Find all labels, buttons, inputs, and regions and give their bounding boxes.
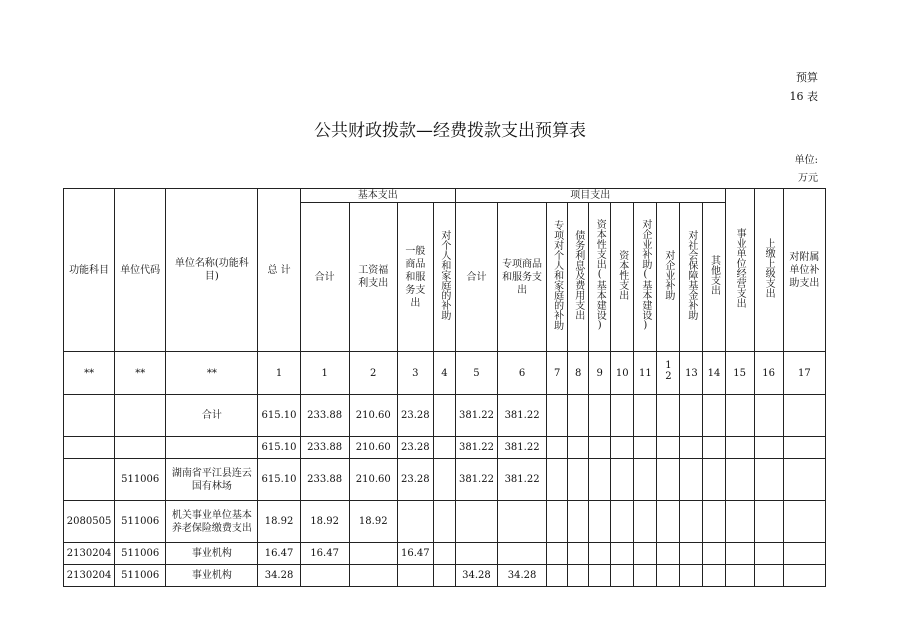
- table-cell: [611, 543, 634, 565]
- table-cell: [680, 501, 703, 543]
- table-cell: 16.47: [397, 543, 433, 565]
- table-cell: [433, 565, 455, 587]
- table-cell: [657, 395, 680, 437]
- table-cell: 2080505: [64, 501, 115, 543]
- index-cell: 10: [611, 352, 634, 395]
- table-cell: [657, 459, 680, 501]
- header-unit-code: 单位代码: [115, 189, 166, 352]
- header-subsidiary: 对附属单位补助支出: [783, 189, 825, 352]
- table-cell: 381.22: [455, 437, 497, 459]
- table-cell: [703, 437, 725, 459]
- table-cell: [115, 395, 166, 437]
- index-cell: 5: [455, 352, 497, 395]
- table-cell: 事业机构: [166, 543, 258, 565]
- table-cell: [589, 459, 611, 501]
- table-cell: [725, 501, 754, 543]
- table-cell: [589, 565, 611, 587]
- table-cell: 381.22: [498, 459, 547, 501]
- table-cell: [754, 501, 783, 543]
- page-title: 公共财政拨款—经费拨款支出预算表: [314, 121, 586, 141]
- table-cell: [589, 543, 611, 565]
- header-enterprise-build: 对企业补助(基本建设): [634, 203, 657, 352]
- table-cell: [680, 565, 703, 587]
- header-unit-name: 单位名称(功能科目): [166, 189, 258, 352]
- table-cell: [703, 459, 725, 501]
- table-cell: [611, 459, 634, 501]
- table-cell: [433, 459, 455, 501]
- table-cell: 机关事业单位基本养老保险缴费支出: [166, 501, 258, 543]
- table-cell: [349, 543, 397, 565]
- table-cell: 湖南省平江县连云国有林场: [166, 459, 258, 501]
- table-cell: [64, 437, 115, 459]
- index-cell: 11: [634, 352, 657, 395]
- table-cell: 16.47: [300, 543, 349, 565]
- table-cell: [634, 501, 657, 543]
- table-cell: 381.22: [455, 395, 497, 437]
- header-total: 总 计: [258, 189, 300, 352]
- header-group-basic: 基本支出: [300, 189, 455, 203]
- table-cell: [115, 437, 166, 459]
- corner-label: [790, 68, 819, 106]
- table-cell: [657, 501, 680, 543]
- table-cell: [300, 565, 349, 587]
- unit-label-text: 单位:: [794, 155, 818, 166]
- table-cell: [455, 501, 497, 543]
- table-cell: [397, 565, 433, 587]
- header-personal: 对个人和家庭的补助: [433, 203, 455, 352]
- table-cell: [547, 501, 568, 543]
- index-cell: 4: [433, 352, 455, 395]
- table-cell: [657, 565, 680, 587]
- header-wage: 工资福利支出: [349, 203, 397, 352]
- table-cell: [568, 501, 589, 543]
- table-cell: 210.60: [349, 437, 397, 459]
- table-cell: 18.92: [349, 501, 397, 543]
- table-cell: [64, 459, 115, 501]
- index-cell: 8: [568, 352, 589, 395]
- header-row-groups: [64, 189, 826, 203]
- table-cell: 16.47: [258, 543, 300, 565]
- table-cell: [657, 437, 680, 459]
- index-cell: 3: [397, 352, 433, 395]
- index-cell: 17: [783, 352, 825, 395]
- table-cell: [589, 395, 611, 437]
- table-cell: [498, 501, 547, 543]
- table-row: [64, 501, 826, 543]
- table-cell: [754, 543, 783, 565]
- table-cell: 615.10: [258, 395, 300, 437]
- table-cell: [783, 501, 825, 543]
- table-cell: 2130204: [64, 543, 115, 565]
- table-cell: [433, 543, 455, 565]
- table-cell: [725, 565, 754, 587]
- table-cell: [783, 565, 825, 587]
- index-cell: 2: [349, 352, 397, 395]
- table-cell: [547, 459, 568, 501]
- table-cell: [166, 437, 258, 459]
- table-cell: [725, 543, 754, 565]
- table-cell: [680, 437, 703, 459]
- unit-value-text: 万元: [798, 173, 818, 184]
- table-cell: [703, 501, 725, 543]
- table-cell: [455, 543, 497, 565]
- header-basic-total: 合计: [300, 203, 349, 352]
- table-cell: 615.10: [258, 459, 300, 501]
- table-cell: [64, 395, 115, 437]
- header-debt: 债务利息及费用支出: [568, 203, 589, 352]
- table-cell: [754, 565, 783, 587]
- index-row: [64, 352, 826, 395]
- table-cell: [680, 395, 703, 437]
- table-cell: [703, 565, 725, 587]
- table-cell: [568, 395, 589, 437]
- table-cell: [680, 543, 703, 565]
- index-cell: **: [64, 352, 115, 395]
- table-cell: [589, 437, 611, 459]
- table-cell: [547, 437, 568, 459]
- table-cell: [547, 395, 568, 437]
- header-general: 一般商品和服务支出: [397, 203, 433, 352]
- table-cell: [349, 565, 397, 587]
- table-cell: 511006: [115, 501, 166, 543]
- table-cell: [783, 395, 825, 437]
- table-cell: [589, 501, 611, 543]
- index-cell: **: [115, 352, 166, 395]
- table-cell: [783, 459, 825, 501]
- table-cell: 34.28: [455, 565, 497, 587]
- corner-number-text: 16 表: [789, 90, 818, 103]
- table-cell: [754, 437, 783, 459]
- header-enterprise: 对企业补助: [657, 203, 680, 352]
- index-cell: 15: [725, 352, 754, 395]
- table-cell: [568, 565, 589, 587]
- table-cell: [568, 459, 589, 501]
- table-cell: [611, 565, 634, 587]
- header-special-goods: 专项商品和服务支出: [498, 203, 547, 352]
- table-cell: [657, 543, 680, 565]
- index-cell: **: [166, 352, 258, 395]
- table-cell: [611, 437, 634, 459]
- index-cell: 7: [547, 352, 568, 395]
- table-cell: [433, 501, 455, 543]
- table-cell: [568, 437, 589, 459]
- table-cell: [754, 395, 783, 437]
- table-row: [64, 543, 826, 565]
- table-cell: 511006: [115, 543, 166, 565]
- table-cell: 34.28: [498, 565, 547, 587]
- index-cell: 16: [754, 352, 783, 395]
- index-cell: 13: [680, 352, 703, 395]
- table-cell: [433, 437, 455, 459]
- table-cell: [680, 459, 703, 501]
- table-cell: [433, 395, 455, 437]
- table-row: [64, 459, 826, 501]
- table-cell: [703, 543, 725, 565]
- index-cell: 9: [589, 352, 611, 395]
- table-cell: 23.28: [397, 395, 433, 437]
- table-cell: [611, 395, 634, 437]
- unit-label: [795, 152, 818, 188]
- table-row: [64, 437, 826, 459]
- header-social: 对社会保障基金补助: [680, 203, 703, 352]
- table-cell: 511006: [115, 565, 166, 587]
- table-cell: 2130204: [64, 565, 115, 587]
- header-capital: 资本性支出: [611, 203, 634, 352]
- table-cell: [634, 395, 657, 437]
- table-cell: 381.22: [455, 459, 497, 501]
- table-cell: [754, 459, 783, 501]
- table-cell: [547, 543, 568, 565]
- index-cell: 1: [258, 352, 300, 395]
- table-cell: 18.92: [258, 501, 300, 543]
- table-cell: 381.22: [498, 437, 547, 459]
- header-func-code: 功能科目: [64, 189, 115, 352]
- table-cell: 511006: [115, 459, 166, 501]
- table-cell: 23.28: [397, 437, 433, 459]
- table-cell: 210.60: [349, 395, 397, 437]
- table-cell: [568, 543, 589, 565]
- table-cell: 615.10: [258, 437, 300, 459]
- index-cell: 14: [703, 352, 725, 395]
- index-cell: 1: [300, 352, 349, 395]
- table-cell: 18.92: [300, 501, 349, 543]
- table-cell: 210.60: [349, 459, 397, 501]
- table-cell: 233.88: [300, 437, 349, 459]
- table-cell: 381.22: [498, 395, 547, 437]
- header-proj-total: 合计: [455, 203, 497, 352]
- table-cell: [611, 501, 634, 543]
- budget-table: [63, 188, 826, 587]
- table-cell: [498, 543, 547, 565]
- table-cell: 233.88: [300, 395, 349, 437]
- header-special-personal: 专项对个人和家庭的补助: [547, 203, 568, 352]
- table-cell: [725, 459, 754, 501]
- table-cell: 233.88: [300, 459, 349, 501]
- table-cell: 34.28: [258, 565, 300, 587]
- table-cell: 23.28: [397, 459, 433, 501]
- corner-label-text: 预算: [796, 71, 818, 84]
- table-cell: [634, 437, 657, 459]
- header-group-project: 项目支出: [455, 189, 725, 203]
- header-ops: 事业单位经营支出: [725, 189, 754, 352]
- table-cell: 事业机构: [166, 565, 258, 587]
- table-cell: [725, 395, 754, 437]
- table-cell: [725, 437, 754, 459]
- table-cell: 合计: [166, 395, 258, 437]
- table-cell: [634, 543, 657, 565]
- table-row: [64, 395, 826, 437]
- table-cell: [703, 395, 725, 437]
- index-cell: 6: [498, 352, 547, 395]
- table-cell: [634, 565, 657, 587]
- table-cell: [783, 543, 825, 565]
- index-cell: 12: [657, 352, 680, 395]
- header-other: 其他支出: [703, 203, 725, 352]
- header-capital-build: 资本性支出(基本建设): [589, 203, 611, 352]
- header-upper: 上缴上级支出: [754, 189, 783, 352]
- table-row: [64, 565, 826, 587]
- table-cell: [547, 565, 568, 587]
- table-cell: [397, 501, 433, 543]
- table-cell: [634, 459, 657, 501]
- table-cell: [783, 437, 825, 459]
